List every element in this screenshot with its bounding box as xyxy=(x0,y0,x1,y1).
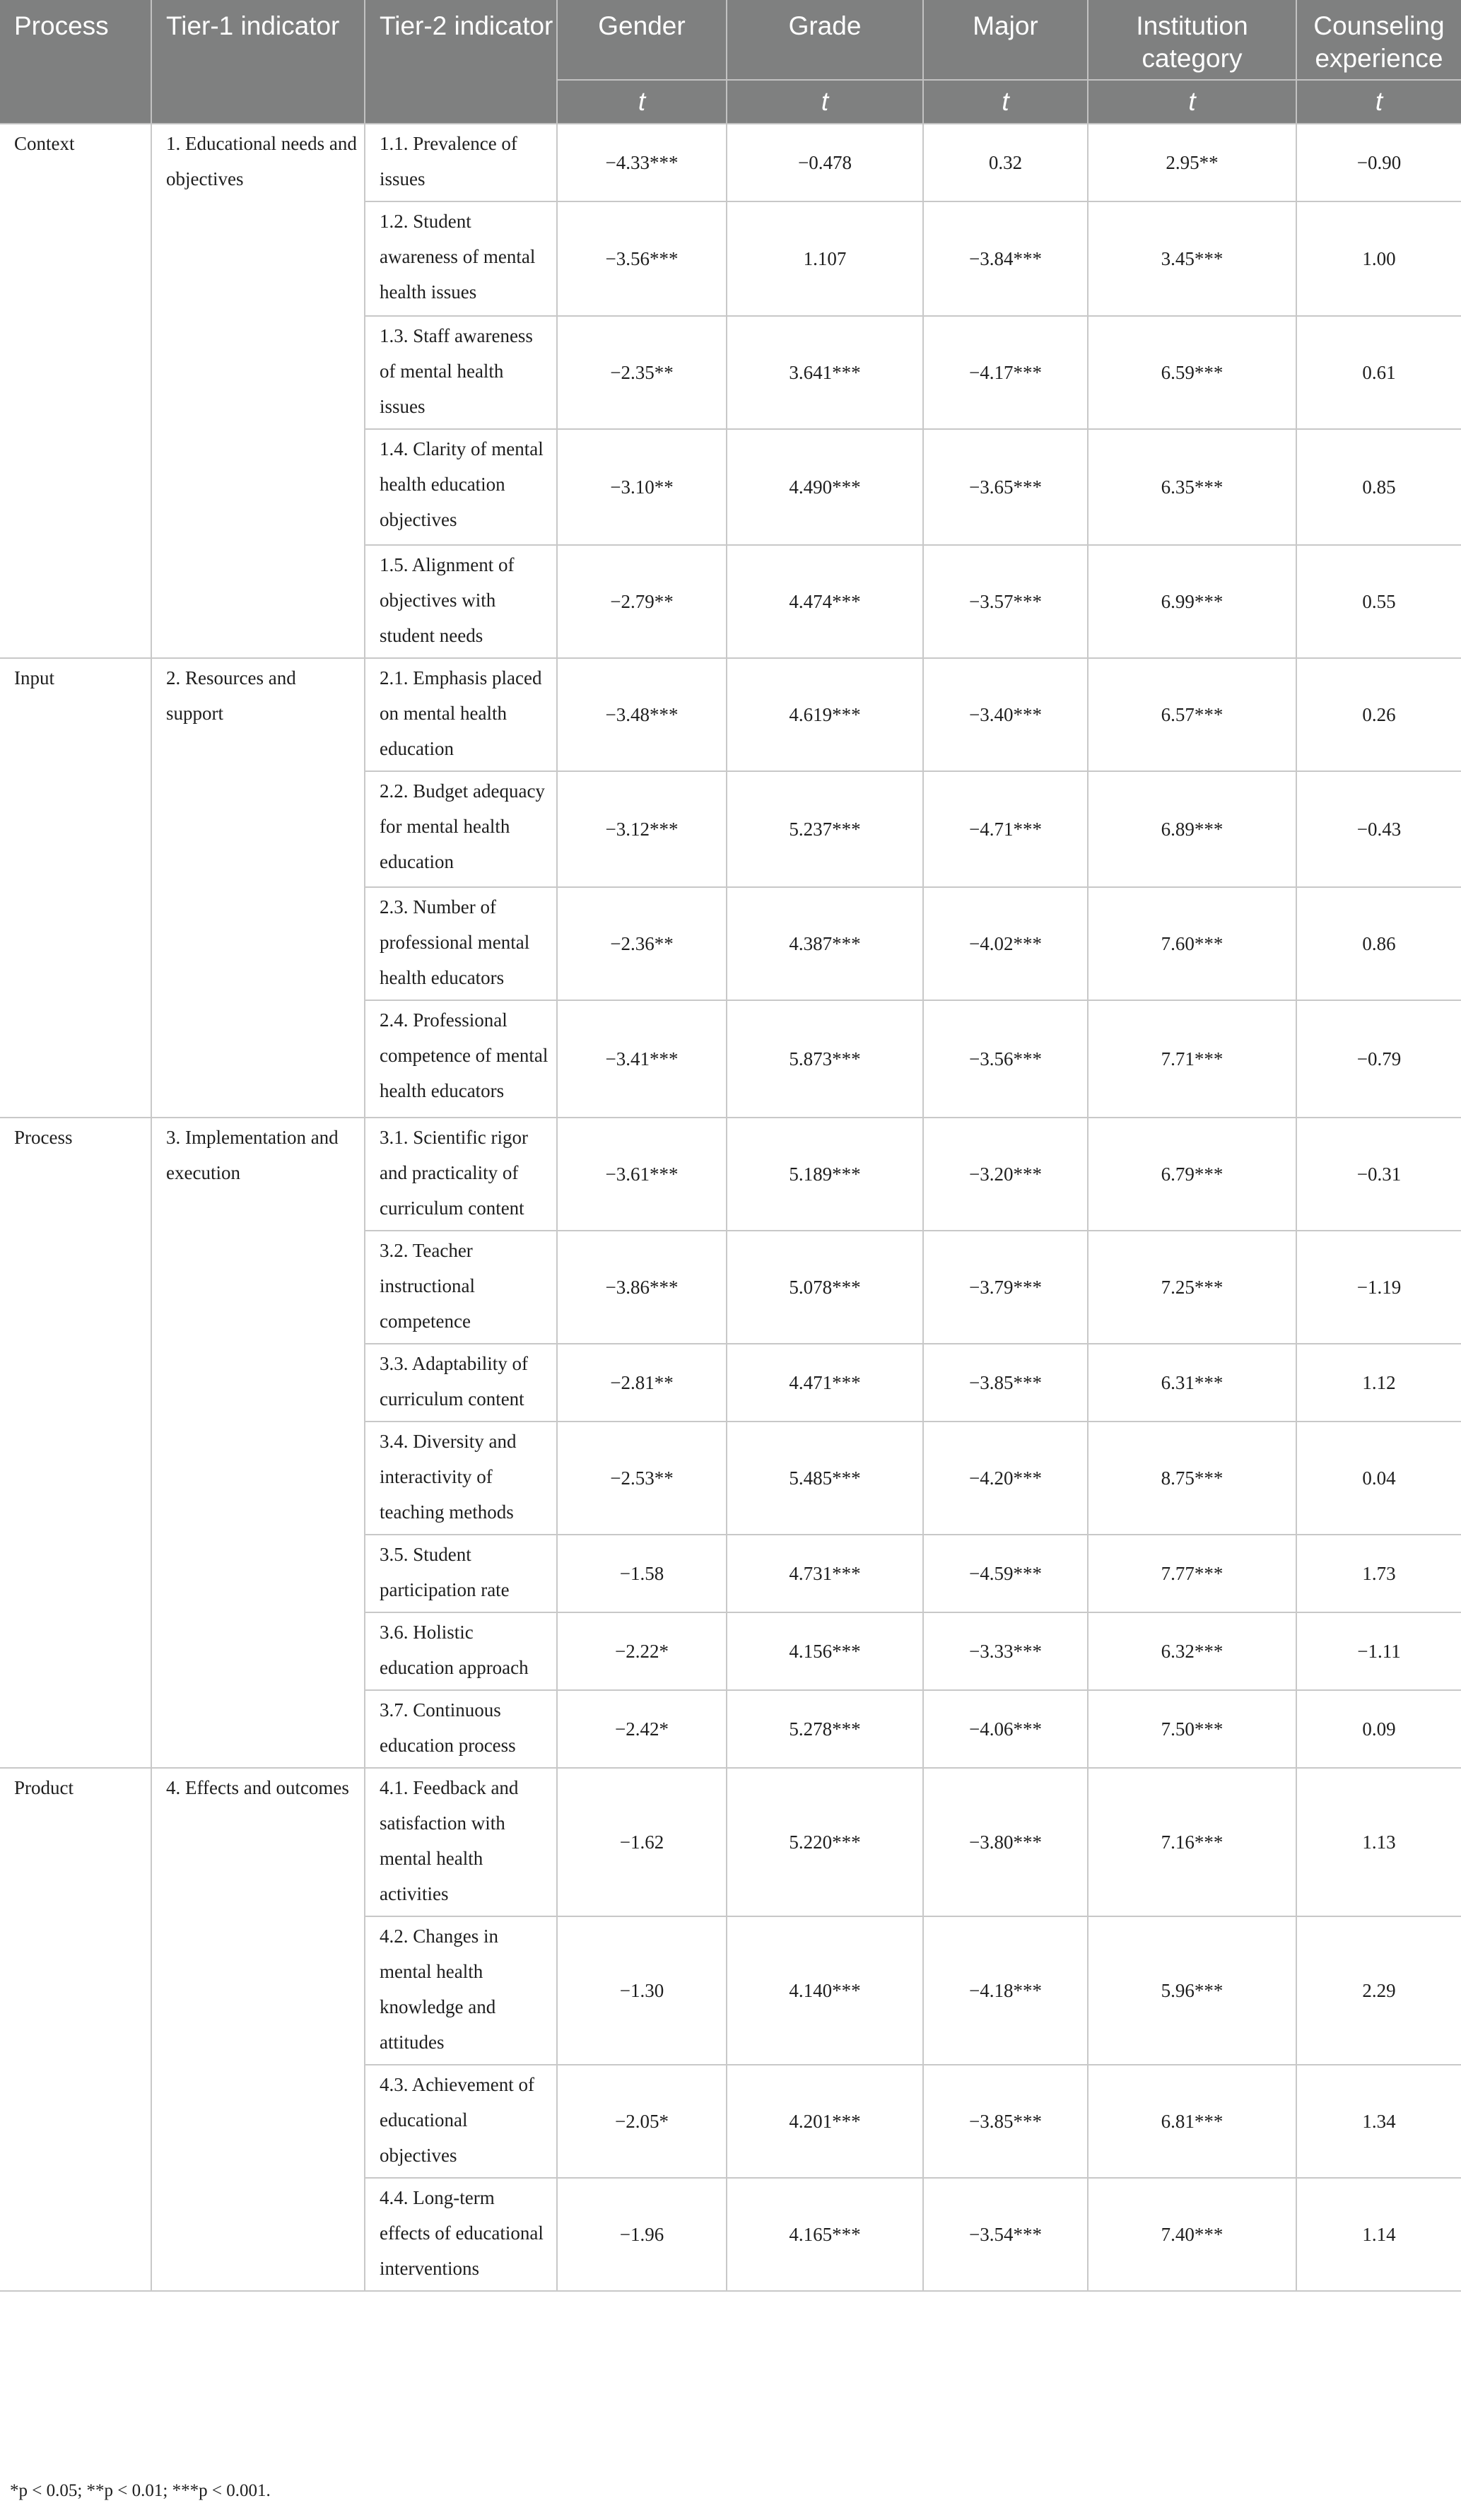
grade-header: Grade xyxy=(727,0,923,80)
major-value: −3.20*** xyxy=(923,1118,1088,1231)
tier1-cell: 3. Implementation and execution xyxy=(151,1118,365,1768)
gender-value: −2.05* xyxy=(557,2065,727,2178)
grade-value: 4.619*** xyxy=(727,658,923,771)
tier2-cell: 3.1. Scientific rigor and practicality of curriculum content xyxy=(365,1118,557,1231)
footnote: *p < 0.05; **p < 0.01; ***p < 0.001. xyxy=(10,2481,271,2500)
counseling-value: 1.12 xyxy=(1296,1344,1461,1422)
counseling-value: 2.29 xyxy=(1296,1916,1461,2065)
stat-label: t xyxy=(557,80,727,124)
tier1-header: Tier-1 indicator xyxy=(151,0,365,124)
counseling-value: −0.43 xyxy=(1296,771,1461,887)
institution-value: 7.25*** xyxy=(1088,1231,1296,1344)
counseling-value: 1.00 xyxy=(1296,201,1461,316)
tier2-cell: 4.1. Feedback and satisfaction with mental health activities xyxy=(365,1768,557,1916)
gender-value: −3.48*** xyxy=(557,658,727,771)
institution-value: 6.81*** xyxy=(1088,2065,1296,2178)
institution-value: 7.40*** xyxy=(1088,2178,1296,2291)
table-row xyxy=(0,1768,1461,1916)
institution-value: 7.50*** xyxy=(1088,1690,1296,1768)
tier2-cell: 3.5. Student participation rate xyxy=(365,1535,557,1612)
stat-label: t xyxy=(727,80,923,124)
process-cell: Input xyxy=(0,658,151,1118)
institution-value: 6.89*** xyxy=(1088,771,1296,887)
counseling-value: −1.19 xyxy=(1296,1231,1461,1344)
tier2-cell: 4.2. Changes in mental health knowledge and attitudes xyxy=(365,1916,557,2065)
grade-value: 4.201*** xyxy=(727,2065,923,2178)
major-value: −3.57*** xyxy=(923,545,1088,658)
counseling-value: −0.90 xyxy=(1296,124,1461,201)
grade-value: 4.387*** xyxy=(727,887,923,1000)
tier2-cell: 4.4. Long-term effects of educational interventions xyxy=(365,2178,557,2291)
major-value: −3.56*** xyxy=(923,1000,1088,1118)
major-value: −3.54*** xyxy=(923,2178,1088,2291)
institution-value: 7.71*** xyxy=(1088,1000,1296,1118)
grade-value: 5.220*** xyxy=(727,1768,923,1916)
gender-value: −1.30 xyxy=(557,1916,727,2065)
process-cell: Product xyxy=(0,1768,151,2291)
gender-value: −3.41*** xyxy=(557,1000,727,1118)
tier2-cell: 1.4. Clarity of mental health education objectives xyxy=(365,429,557,545)
major-value: −4.06*** xyxy=(923,1690,1088,1768)
tier2-cell: 3.6. Holistic education approach xyxy=(365,1612,557,1690)
tier2-cell: 1.1. Prevalence of issues xyxy=(365,124,557,201)
grade-value: 4.156*** xyxy=(727,1612,923,1690)
table-row xyxy=(0,1118,1461,1231)
major-value: −3.85*** xyxy=(923,2065,1088,2178)
institution-value: 6.79*** xyxy=(1088,1118,1296,1231)
major-value: 0.32 xyxy=(923,124,1088,201)
tier1-cell: 2. Resources and support xyxy=(151,658,365,1118)
major-value: −3.79*** xyxy=(923,1231,1088,1344)
major-value: −3.40*** xyxy=(923,658,1088,771)
institution-value: 2.95** xyxy=(1088,124,1296,201)
tier2-cell: 2.3. Number of professional mental health educators xyxy=(365,887,557,1000)
grade-value: 4.490*** xyxy=(727,429,923,545)
gender-value: −2.79** xyxy=(557,545,727,658)
gender-value: −2.35** xyxy=(557,316,727,429)
counseling-value: 0.85 xyxy=(1296,429,1461,545)
institution-value: 6.99*** xyxy=(1088,545,1296,658)
grade-value: 1.107 xyxy=(727,201,923,316)
major-value: −4.02*** xyxy=(923,887,1088,1000)
counseling-value: 1.13 xyxy=(1296,1768,1461,1916)
header-row xyxy=(0,0,1461,80)
counseling-value: −1.11 xyxy=(1296,1612,1461,1690)
counseling-value: 1.34 xyxy=(1296,2065,1461,2178)
tier2-cell: 3.3. Adaptability of curriculum content xyxy=(365,1344,557,1422)
major-value: −3.84*** xyxy=(923,201,1088,316)
stat-label: t xyxy=(1088,80,1296,124)
process-cell: Context xyxy=(0,124,151,658)
counseling-value: −0.31 xyxy=(1296,1118,1461,1231)
gender-value: −3.10** xyxy=(557,429,727,545)
gender-value: −1.96 xyxy=(557,2178,727,2291)
grade-value: 5.278*** xyxy=(727,1690,923,1768)
grade-value: 5.078*** xyxy=(727,1231,923,1344)
gender-value: −2.81** xyxy=(557,1344,727,1422)
institution-value: 5.96*** xyxy=(1088,1916,1296,2065)
counseling-value: 0.86 xyxy=(1296,887,1461,1000)
institution-value: 6.57*** xyxy=(1088,658,1296,771)
gender-value: −4.33*** xyxy=(557,124,727,201)
tier2-cell: 1.2. Student awareness of mental health issues xyxy=(365,201,557,316)
grade-value: 5.237*** xyxy=(727,771,923,887)
institution-value: 6.31*** xyxy=(1088,1344,1296,1422)
grade-value: 4.165*** xyxy=(727,2178,923,2291)
table-body xyxy=(0,124,1461,2291)
tier2-header: Tier-2 indicator xyxy=(365,0,557,124)
tier2-cell: 1.5. Alignment of objectives with student needs xyxy=(365,545,557,658)
major-value: −3.85*** xyxy=(923,1344,1088,1422)
institution-value: 6.35*** xyxy=(1088,429,1296,545)
institution-value: 3.45*** xyxy=(1088,201,1296,316)
counseling-value: 1.14 xyxy=(1296,2178,1461,2291)
institution-value: 7.60*** xyxy=(1088,887,1296,1000)
tier2-cell: 2.4. Professional competence of mental health educators xyxy=(365,1000,557,1118)
counseling-value: 0.04 xyxy=(1296,1422,1461,1535)
gender-value: −3.61*** xyxy=(557,1118,727,1231)
institution-value: 6.32*** xyxy=(1088,1612,1296,1690)
major-value: −4.20*** xyxy=(923,1422,1088,1535)
grade-value: 4.474*** xyxy=(727,545,923,658)
major-value: −3.65*** xyxy=(923,429,1088,545)
tier1-cell: 1. Educational needs and objectives xyxy=(151,124,365,658)
major-value: −3.80*** xyxy=(923,1768,1088,1916)
tier2-cell: 3.2. Teacher instructional competence xyxy=(365,1231,557,1344)
major-value: −4.71*** xyxy=(923,771,1088,887)
grade-value: 4.731*** xyxy=(727,1535,923,1612)
grade-value: 4.140*** xyxy=(727,1916,923,2065)
tier2-cell: 3.7. Continuous education process xyxy=(365,1690,557,1768)
tier2-cell: 2.1. Emphasis placed on mental health education xyxy=(365,658,557,771)
counseling-experience-header: Counseling experience xyxy=(1296,0,1461,80)
institution-category-header: Institution category xyxy=(1088,0,1296,80)
tier2-cell: 3.4. Diversity and interactivity of teaching methods xyxy=(365,1422,557,1535)
major-value: −3.33*** xyxy=(923,1612,1088,1690)
major-value: −4.59*** xyxy=(923,1535,1088,1612)
institution-value: 6.59*** xyxy=(1088,316,1296,429)
major-header: Major xyxy=(923,0,1088,80)
counseling-value: 0.09 xyxy=(1296,1690,1461,1768)
process-cell: Process xyxy=(0,1118,151,1768)
counseling-value: 0.55 xyxy=(1296,545,1461,658)
gender-value: −2.36** xyxy=(557,887,727,1000)
tier2-cell: 1.3. Staff awareness of mental health issues xyxy=(365,316,557,429)
gender-value: −2.42* xyxy=(557,1690,727,1768)
institution-value: 7.16*** xyxy=(1088,1768,1296,1916)
grade-value: 5.873*** xyxy=(727,1000,923,1118)
major-value: −4.17*** xyxy=(923,316,1088,429)
stat-label: t xyxy=(1296,80,1461,124)
major-value: −4.18*** xyxy=(923,1916,1088,2065)
gender-header: Gender xyxy=(557,0,727,80)
gender-value: −3.12*** xyxy=(557,771,727,887)
grade-value: −0.478 xyxy=(727,124,923,201)
gender-value: −2.53** xyxy=(557,1422,727,1535)
gender-value: −2.22* xyxy=(557,1612,727,1690)
counseling-value: 0.26 xyxy=(1296,658,1461,771)
grade-value: 3.641*** xyxy=(727,316,923,429)
tier2-cell: 4.3. Achievement of educational objectives xyxy=(365,2065,557,2178)
counseling-value: 1.73 xyxy=(1296,1535,1461,1612)
gender-value: −1.58 xyxy=(557,1535,727,1612)
tier2-cell: 2.2. Budget adequacy for mental health education xyxy=(365,771,557,887)
counseling-value: 0.61 xyxy=(1296,316,1461,429)
gender-value: −3.86*** xyxy=(557,1231,727,1344)
institution-value: 7.77*** xyxy=(1088,1535,1296,1612)
stat-label: t xyxy=(923,80,1088,124)
gender-value: −3.56*** xyxy=(557,201,727,316)
grade-value: 5.485*** xyxy=(727,1422,923,1535)
gender-value: −1.62 xyxy=(557,1768,727,1916)
counseling-value: −0.79 xyxy=(1296,1000,1461,1118)
process-header: Process xyxy=(0,0,151,124)
grade-value: 5.189*** xyxy=(727,1118,923,1231)
grade-value: 4.471*** xyxy=(727,1344,923,1422)
institution-value: 8.75*** xyxy=(1088,1422,1296,1535)
table-row xyxy=(0,124,1461,201)
tier1-cell: 4. Effects and outcomes xyxy=(151,1768,365,2291)
table-row xyxy=(0,658,1461,771)
